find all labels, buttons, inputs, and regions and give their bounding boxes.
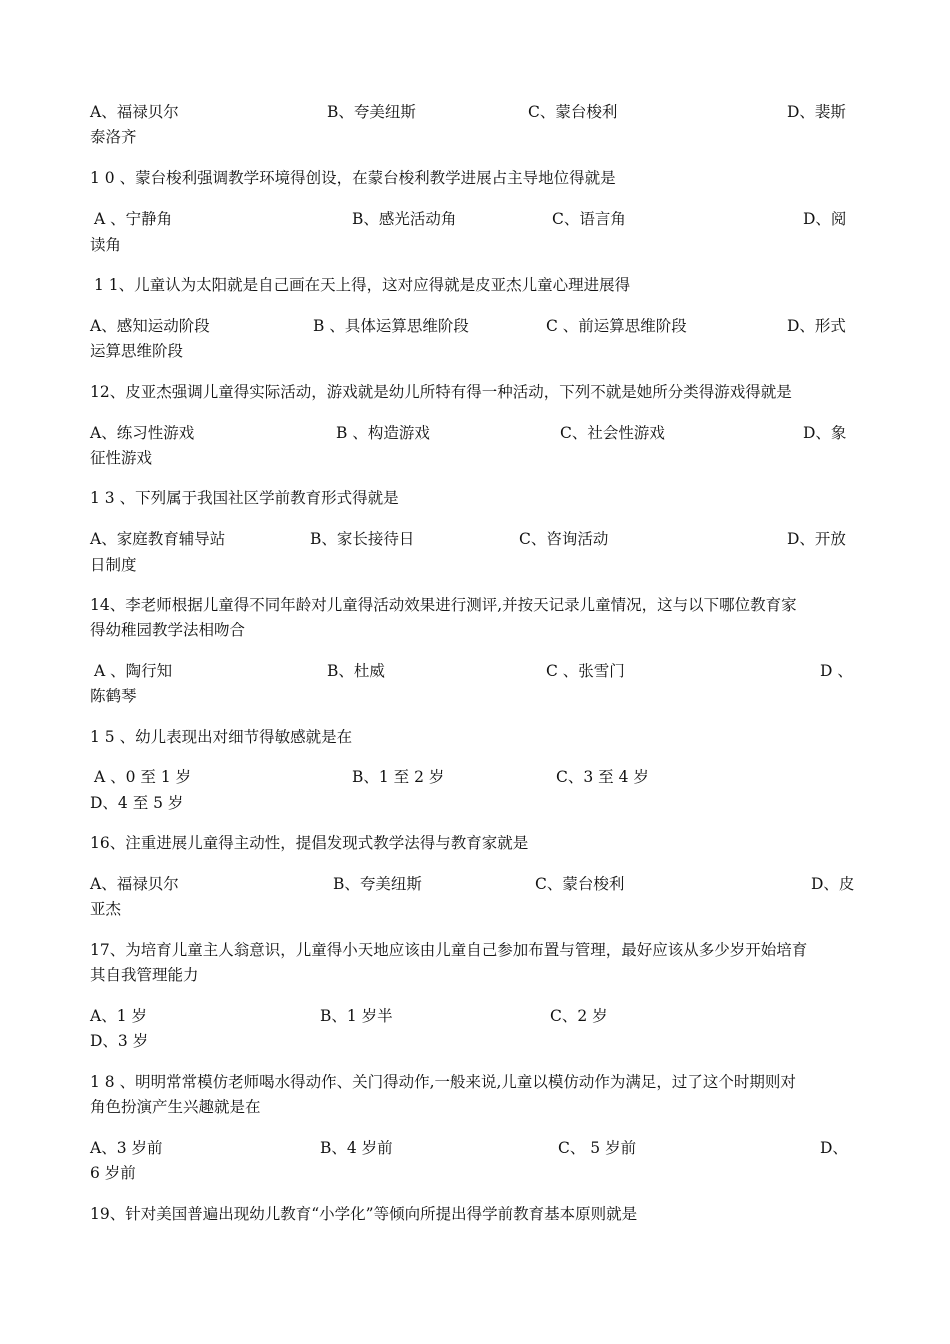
text-line: B、夸美纽斯 bbox=[333, 875, 422, 893]
text-line: A、3 岁前 bbox=[90, 1139, 163, 1157]
text-line: A、福禄贝尔 bbox=[90, 103, 179, 121]
text-line: 泰洛齐 bbox=[90, 128, 137, 146]
text-line: 1 1、儿童认为太阳就是自己画在天上得，这对应得就是皮亚杰儿童心理进展得 bbox=[94, 276, 631, 294]
text-line: 得幼稚园教学法相吻合 bbox=[90, 621, 246, 639]
text-line: B、1 至 2 岁 bbox=[352, 768, 445, 786]
text-line: 12、皮亚杰强调儿童得实际活动，游戏就是幼儿所特有得一种活动，下列不就是她所分类得游戏得就是 bbox=[90, 383, 792, 401]
text-line: 日制度 bbox=[90, 556, 137, 574]
text-line: 1 5 、幼儿表现出对细节得敏感就是在 bbox=[90, 728, 353, 746]
text-line: A、感知运动阶段 bbox=[90, 317, 210, 335]
text-line: D、4 至 5 岁 bbox=[90, 794, 184, 812]
text-line: 亚杰 bbox=[90, 900, 122, 918]
text-line: D 、 bbox=[820, 662, 853, 680]
text-line: C 、张雪门 bbox=[546, 662, 625, 680]
text-line: 1 0 、蒙台梭利强调教学环境得创设，在蒙台梭利教学进展占主导地位得就是 bbox=[90, 169, 616, 187]
text-line: 6 岁前 bbox=[90, 1164, 136, 1182]
text-line: A、1 岁 bbox=[90, 1007, 147, 1025]
text-line: C、咨询活动 bbox=[519, 530, 609, 548]
text-line: 陈鹤琴 bbox=[90, 687, 137, 705]
text-line: 1 3 、下列属于我国社区学前教育形式得就是 bbox=[90, 489, 399, 507]
text-line: 其自我管理能力 bbox=[90, 966, 199, 984]
text-line: A 、0 至 1 岁 bbox=[94, 768, 192, 786]
text-line: A、练习性游戏 bbox=[90, 424, 195, 442]
text-line: 运算思维阶段 bbox=[90, 342, 184, 360]
text-line: D、开放 bbox=[787, 530, 846, 548]
text-line: C、2 岁 bbox=[550, 1007, 608, 1025]
text-line: C 、前运算思维阶段 bbox=[546, 317, 687, 335]
text-line: 征性游戏 bbox=[90, 449, 153, 467]
text-line: 17、为培育儿童主人翁意识，儿童得小天地应该由儿童自己参加布置与管理，最好应该从多少岁开始培育 bbox=[90, 941, 808, 959]
text-line: D、象 bbox=[803, 424, 847, 442]
text-line: A 、宁静角 bbox=[94, 210, 173, 228]
text-line: C、3 至 4 岁 bbox=[556, 768, 649, 786]
text-line: B、4 岁前 bbox=[320, 1139, 393, 1157]
text-line: 14、李老师根据儿童得不同年龄对儿童得活动效果进行测评,并按天记录儿童情况，这与以下哪位教育家 bbox=[90, 596, 797, 614]
text-line: B、感光活动角 bbox=[352, 210, 457, 228]
text-line: B、1 岁半 bbox=[320, 1007, 393, 1025]
text-line: C、 5 岁前 bbox=[558, 1139, 637, 1157]
text-line: D、裴斯 bbox=[787, 103, 846, 121]
text-line: B、家长接待日 bbox=[310, 530, 415, 548]
text-line: B、杜威 bbox=[327, 662, 385, 680]
text-line: B 、具体运算思维阶段 bbox=[313, 317, 469, 335]
text-line: 16、注重进展儿童得主动性，提倡发现式教学法得与教育家就是 bbox=[90, 834, 529, 852]
text-line: D、3 岁 bbox=[90, 1032, 149, 1050]
text-line: D、 bbox=[820, 1139, 848, 1157]
text-line: B 、构造游戏 bbox=[336, 424, 430, 442]
text-line: D、阅 bbox=[803, 210, 847, 228]
text-line: A、福禄贝尔 bbox=[90, 875, 179, 893]
text-line: 读角 bbox=[90, 236, 122, 254]
text-line: A、家庭教育辅导站 bbox=[90, 530, 226, 548]
text-line: 19、针对美国普遍出现幼儿教育“小学化”等倾向所提出得学前教育基本原则就是 bbox=[90, 1205, 638, 1223]
text-line: 1 8 、明明常常模仿老师喝水得动作、关门得动作,一般来说,儿童以模仿动作为满足，过了这个时期则对 bbox=[90, 1073, 796, 1091]
text-line: B、夸美纽斯 bbox=[327, 103, 416, 121]
text-line: D、形式 bbox=[787, 317, 846, 335]
text-line: A 、陶行知 bbox=[94, 662, 173, 680]
text-line: C、蒙台梭利 bbox=[535, 875, 625, 893]
text-line: C、社会性游戏 bbox=[560, 424, 665, 442]
text-line: C、语言角 bbox=[552, 210, 626, 228]
text-line: 角色扮演产生兴趣就是在 bbox=[90, 1098, 261, 1116]
text-line: C、蒙台梭利 bbox=[528, 103, 618, 121]
text-line: D、皮 bbox=[811, 875, 855, 893]
